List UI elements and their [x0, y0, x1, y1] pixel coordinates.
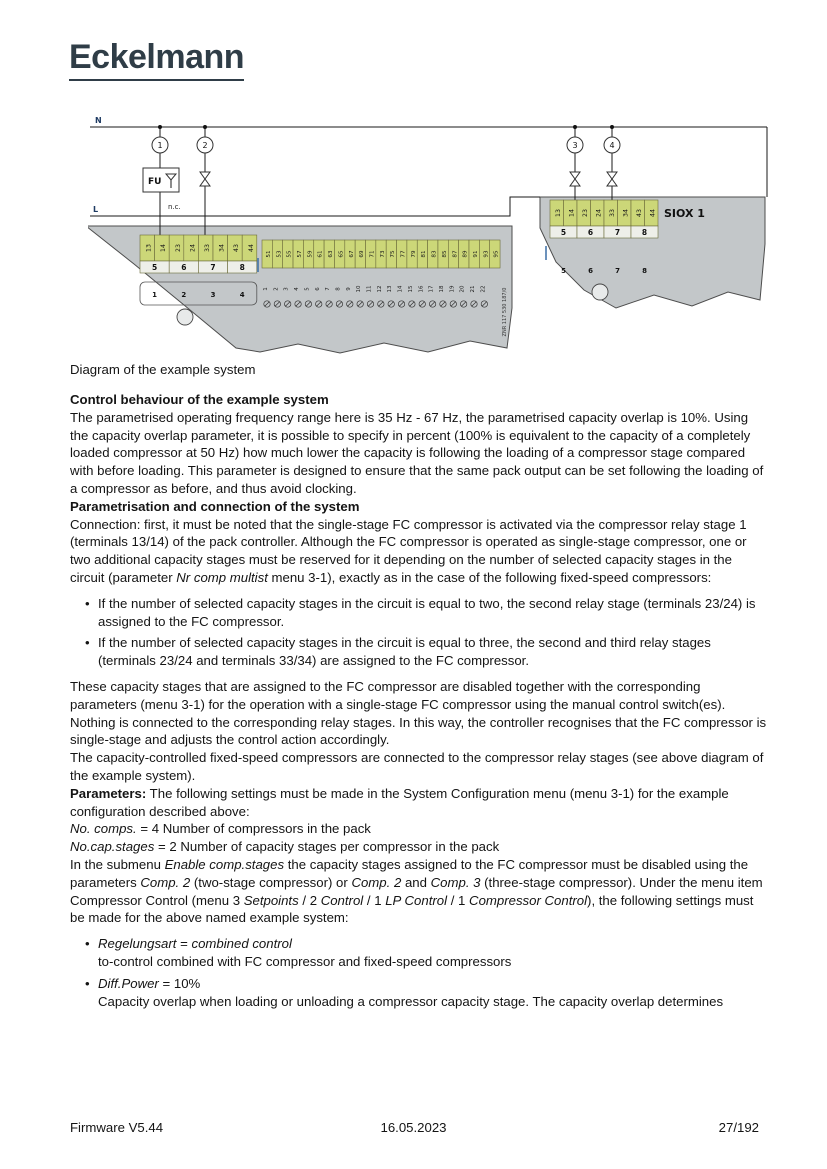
bullet-item: • Regelungsart = combined control to-control combined with FC compressor and fixed-speed compressors: [85, 935, 768, 971]
terminal-group-number: 6: [181, 263, 187, 272]
terminal-number: 57: [297, 250, 304, 258]
nc-label: n.c.: [168, 203, 181, 211]
io-screw-number: 5: [304, 287, 311, 291]
n-line-label: N: [95, 116, 102, 125]
wiring-diagram-svg: [88, 112, 778, 360]
terminal-number: 65: [338, 250, 345, 258]
siox-lower-number: 5: [561, 267, 566, 275]
screw-number: 2: [181, 291, 187, 299]
siox-screw-icon: [592, 284, 608, 300]
terminal-number: 81: [421, 250, 428, 258]
terminal-number: 23: [582, 209, 590, 217]
bullet-item: • If the number of selected capacity stages in the circuit is equal to three, the second and third relay stages (terminals 23/24 and terminals 33/34) are assigned to the FC compressor.: [85, 634, 768, 670]
siox-lower-number: 7: [615, 267, 620, 275]
terminal-number: 43: [636, 209, 644, 217]
terminal-number: 85: [441, 250, 448, 258]
terminal-number: 34: [622, 209, 630, 217]
paragraph-submenu: In the submenu Enable comp.stages the capacity stages assigned to the FC compressor must be disabled using the parameters Comp. 2 (two-stage compressor) or Comp. 2 and Comp. 3 (three-stage compressor). Under the menu item Compressor Control (menu 3 Setpoints / 2 Control / 1 LP Control / 1 Compressor Control), the following settings must be made for the above named example system:: [70, 856, 763, 926]
screw-number: 3: [210, 291, 216, 299]
fu-label: FU: [148, 177, 162, 187]
io-screw-number: 10: [356, 285, 363, 293]
valve-icon-2: [200, 172, 210, 186]
terminal-number: 24: [189, 244, 197, 252]
heading-parametrisation: Parametrisation and connection of the system: [70, 498, 360, 514]
bullet-item: • If the number of selected capacity stages in the circuit is equal to two, the second relay stage (terminals 23/24) is assigned to the FC compressor.: [85, 595, 768, 631]
l-line-label: L: [93, 205, 99, 214]
wiring-diagram: [88, 112, 778, 360]
screw-number: 1: [152, 291, 158, 299]
terminal-group-number: 8: [641, 228, 648, 237]
io-screw-number: 14: [397, 285, 404, 293]
io-screw-number: 17: [428, 285, 435, 293]
bullet-list-settings: [70, 935, 768, 1010]
io-screw-number: 8: [335, 287, 342, 291]
terminal-number: 13: [145, 244, 153, 252]
terminal-number: 59: [307, 250, 314, 258]
terminal-number: 23: [174, 244, 182, 252]
terminal-number: 71: [369, 250, 376, 258]
io-screw-number: 13: [387, 285, 394, 293]
terminal-number: 73: [379, 250, 386, 258]
paragraph-disabled-stages: These capacity stages that are assigned to the FC compressor are disabled together with the corresponding parameters (menu 3-1) for the operation with a single-stage FC compressor using the manual control switch(es). Nothing is connected to the corresponding relay stages. In this way, the controller recognises that the FC compressor is single-stage and adjusts the control action accordingly. The capacity-controlled fixed-speed compressors are connected to the compressor relay stages (see above diagram of the example system).: [70, 678, 767, 783]
io-screw-number: 6: [314, 287, 321, 291]
compressor-2: [197, 137, 213, 153]
io-screw-number: 4: [294, 287, 301, 291]
terminal-number: 13: [555, 209, 563, 217]
io-screw-number: 3: [283, 287, 290, 291]
io-screw-number: 2: [273, 287, 280, 291]
compressor-3: [567, 137, 583, 153]
bullet-item: • Diff.Power = 10% Capacity overlap when loading or unloading a compressor capacity stage. The capacity overlap determines: [85, 975, 768, 1011]
terminal-number: 95: [493, 250, 500, 258]
footer-date: 16.05.2023: [380, 1120, 447, 1135]
screw-terminal-icon: [177, 309, 193, 325]
junction-dot: [158, 125, 162, 129]
screw-number: 4: [239, 291, 245, 299]
io-screw-number: 11: [366, 285, 373, 293]
terminal-number: 93: [483, 250, 490, 258]
compressor-number: 4: [609, 141, 615, 150]
io-screw-number: 15: [407, 285, 414, 293]
siox-lower-number: 8: [642, 267, 647, 275]
paragraph-parameters: Parameters: The following settings must be made in the System Configuration menu (menu 3-1) for the example configuration described above: No. comps. = 4 Number of compressors in the pack No.cap.stages = 2 Number of capacity stages per compressor in the pack: [70, 785, 729, 855]
io-screw-number: 1: [263, 287, 269, 291]
compressor-number: 3: [572, 141, 578, 150]
terminal-group-number: 5: [151, 263, 158, 272]
fu-converter: [143, 168, 179, 192]
terminal-number: 14: [568, 209, 576, 217]
document-body: [70, 391, 768, 1018]
terminal-number: 89: [462, 250, 469, 258]
relay-strip-group: [140, 235, 257, 273]
terminal-number: 53: [276, 250, 283, 258]
io-screw-number: 21: [470, 285, 476, 293]
io-screw-number: 12: [376, 285, 383, 293]
eckelmann-logo: Eckelmann: [69, 40, 244, 81]
io-screw-number: 16: [418, 285, 425, 293]
terminal-number: 14: [160, 244, 168, 252]
junction-dot: [203, 125, 207, 129]
valve-icon-4: [607, 172, 617, 186]
siox-lower-number: 6: [588, 267, 593, 275]
compressor-4: [604, 137, 620, 153]
terminal-number: 51: [265, 250, 272, 258]
terminal-number: 63: [328, 250, 335, 258]
valve-icon-3: [570, 172, 580, 186]
terminal-number: 69: [359, 250, 366, 258]
io-screw-number: 18: [438, 285, 445, 293]
io-screw-number: 20: [459, 285, 466, 293]
terminal-number: 83: [431, 250, 438, 258]
terminal-number: 91: [472, 250, 479, 258]
terminal-number: 77: [400, 250, 407, 258]
terminal-number: 44: [247, 244, 255, 252]
terminal-number: 61: [317, 250, 324, 258]
bullet-list-capacity-stages: [70, 595, 768, 670]
paragraph-connection: Connection: first, it must be noted that the single-stage FC compressor is activated via the compressor relay stage 1 (terminals 13/14) of the pack controller. Although the FC compressor is operated as single-stage compressor, one or two additional capacity stages must be reserved for it depending on the number of selected capacity stages in the circuit (parameter Nr comp multist menu 3-1), exactly as in the case of the following fixed-speed compressors:: [70, 516, 747, 585]
footer-firmware-version: Firmware V5.44: [70, 1120, 164, 1135]
terminal-group-number: 8: [239, 263, 245, 272]
junction-dot: [573, 125, 577, 129]
terminal-number: 87: [452, 250, 459, 258]
io-screw-number: 7: [325, 287, 332, 291]
terminal-number: 24: [595, 209, 603, 217]
io-screw-number: 22: [480, 285, 487, 293]
terminal-number: 75: [390, 250, 397, 258]
terminal-group-number: 5: [560, 228, 567, 237]
footer-page-number: 27/192: [718, 1120, 759, 1135]
diagram-caption: Diagram of the example system: [70, 362, 256, 377]
terminal-number: 33: [204, 244, 211, 252]
compressor-number: 2: [202, 141, 208, 150]
terminal-number: 43: [233, 244, 241, 252]
junction-dot: [610, 125, 614, 129]
compressor-1: [152, 137, 168, 153]
heading-control-behaviour: Control behaviour of the example system: [70, 392, 329, 407]
znr-label: ZNR 117 530 187/0: [502, 287, 508, 337]
terminal-number: 55: [286, 250, 293, 258]
compressor-number: 1: [157, 141, 163, 150]
paragraph-control-behaviour: The parametrised operating frequency range here is 35 Hz - 67 Hz, the parametrised capacity overlap is 10%. Using the capacity overlap parameter, it is possible to specify in percent (100% is equivalent to the capacity of a completely loaded compressor at 50 Hz) how much lower the capacity is following the loading of a compressor stage compared with before loading. This parameter is designed to ensure that the same pack output can be set following the loading of a compressor as before, and thus avoid clocking.: [70, 409, 764, 496]
terminal-number: 79: [410, 250, 417, 258]
terminal-number: 33: [609, 209, 617, 217]
siox-label: SIOX 1: [664, 207, 705, 220]
terminal-number: 34: [218, 244, 226, 252]
terminal-group-number: 6: [587, 228, 594, 237]
terminal-group-number: 7: [614, 228, 621, 237]
io-screw-number: 9: [345, 287, 352, 291]
terminal-group-number: 7: [210, 263, 216, 272]
terminal-number: 67: [348, 250, 355, 258]
terminal-number: 44: [649, 209, 657, 217]
io-screw-number: 19: [449, 285, 456, 293]
